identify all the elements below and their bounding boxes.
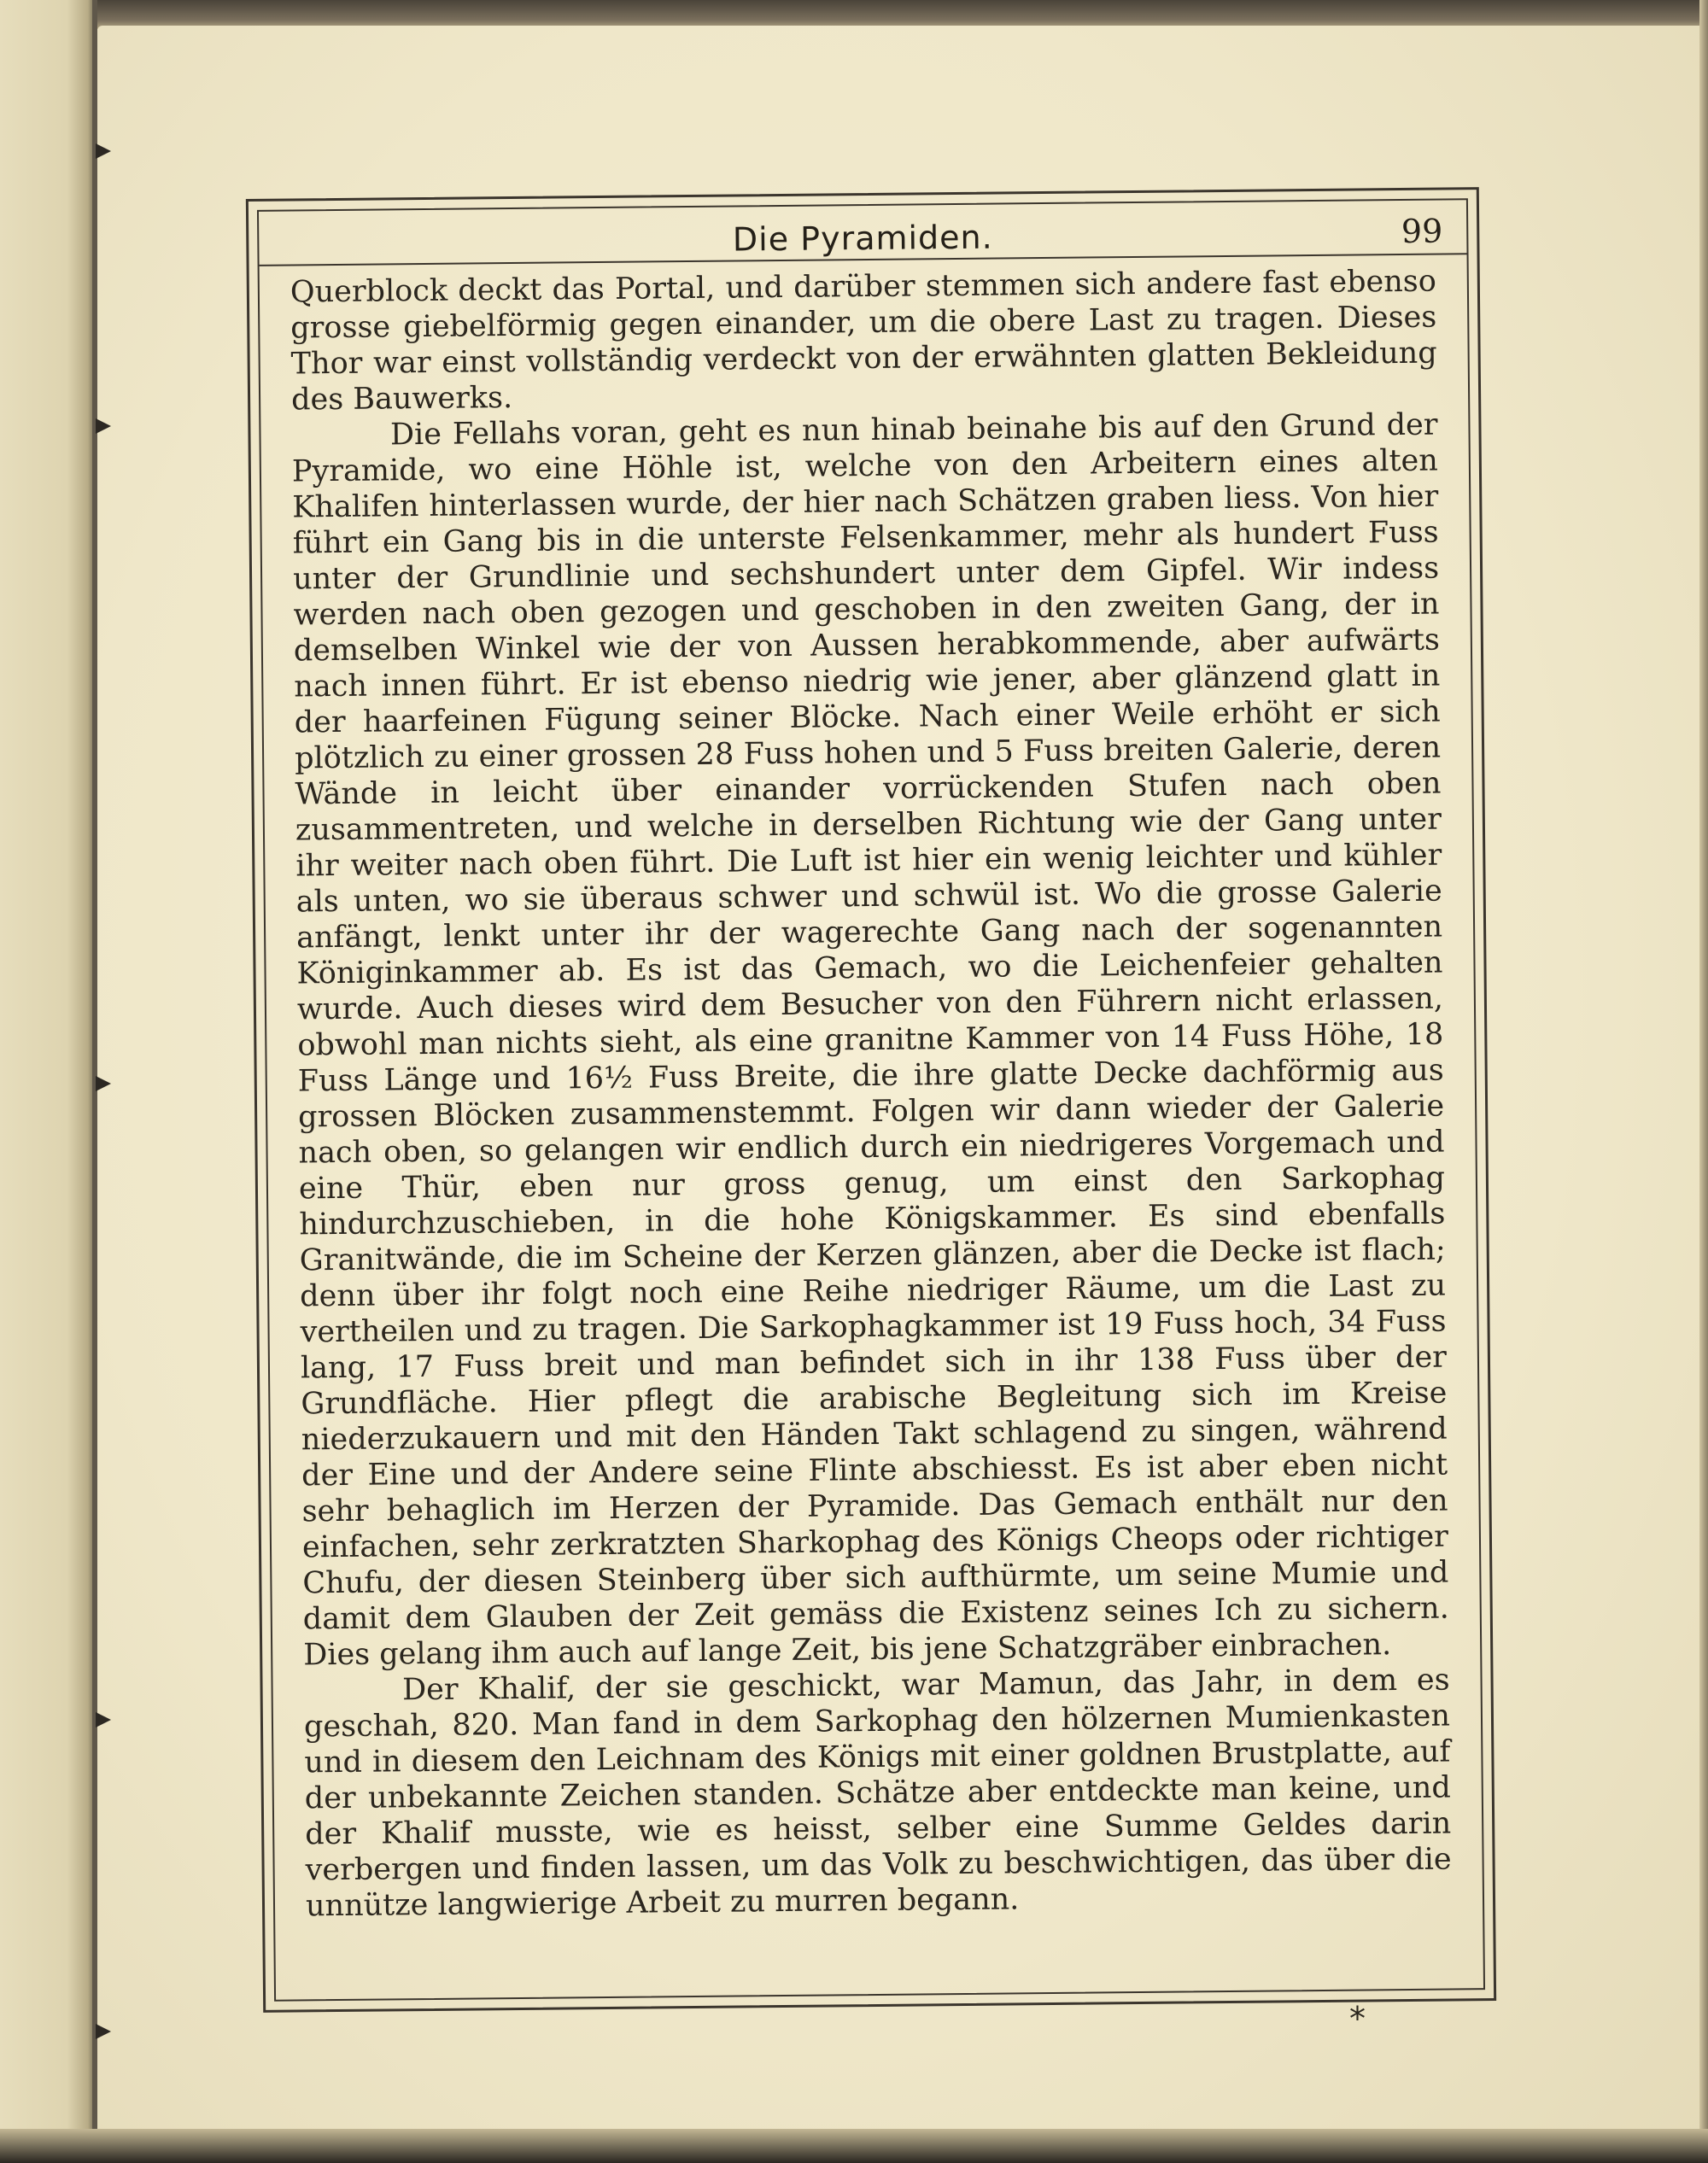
gutter-tab-mark [96, 1712, 111, 1727]
scan-bottom-edge [0, 2129, 1708, 2163]
text-frame-inner [257, 198, 1485, 2002]
text-frame [246, 187, 1496, 2013]
gutter-tab-mark [96, 418, 111, 434]
facing-page-edge [0, 0, 96, 2163]
page-fore-edge [1699, 0, 1708, 2163]
signature-mark: * [1349, 2000, 1366, 2037]
gutter-tab-mark [96, 1076, 111, 1091]
page-number: 99 [1401, 212, 1443, 250]
gutter-tab-mark [96, 2024, 111, 2039]
gutter-tab-mark [96, 143, 111, 159]
scan-top-edge [0, 0, 1708, 29]
paragraph: Der Khalif, der sie geschickt, war Mamun, das Jahr, in dem es geschah, 820. Man fand in dem Sarkophag den hölzernen Mumienkasten und in diesem den Leichnam des Königs mit einer goldnen Brustplatte, auf der unbekannte Zeichen standen. Schätze aber entdeckte man keine, und der Khalif musste, wie es heisst, selber eine Summe Geldes darin verbergen und finden lassen, um das Volk zu beschwichtigen, das über die unnütze langwierige Arbeit zu murren begann. [303, 1663, 1452, 1924]
page-header [259, 200, 1467, 266]
body-text [290, 264, 1452, 1925]
paragraph: Die Fellahs voran, geht es nun hinab beinahe bis auf den Grund der Pyramide, wo eine Höhle ist, welche von den Arbeitern eines alten Khalifen hinterlassen wurde, der hier nach Schätzen graben liess. Von hier führt ein Gang bis in die unterste Felsenkammer, mehr als hundert Fuss unter der Grundlinie und sechshundert unter dem Gipfel. Wir indess werden nach oben gezogen und geschoben in den zweiten Gang, der in demselben Winkel wie der von Aussen herabkommende, aber aufwärts nach innen führt. Er ist ebenso niedrig wie jener, aber glänzend glatt in der haarfeinen Fügung seiner Blöcke. Nach einer Weile erhöht er sich plötzlich zu einer grossen 28 Fuss hohen und 5 Fuss breiten Galerie, deren Wände in leicht über einander vorrückenden Stufen nach oben zusammentreten, und welche in derselben Richtung wie der Gang unter ihr weiter nach oben führt. Die Luft ist hier ein wenig leichter und kühler als unten, wo sie überaus schwer und schwül ist. Wo die grosse Galerie anfängt, lenkt unter ihr der wagerechte Gang nach der sogenannten Königinkammer ab. Es ist das Gemach, wo die Leichenfeier gehalten wurde. Auch dieses wird dem Besucher von den Führern nicht erlassen, obwohl man nichts sieht, als eine granitne Kammer von 14 Fuss Höhe, 18 Fuss Länge und 16½ Fuss Breite, die ihre glatte Decke dachförmig aus grossen Blöcken zusammenstemmt. Folgen wir dann wieder der Galerie nach oben, so gelangen wir endlich durch ein niedrigeres Vorgemach und eine Thür, eben nur gross genug, um einst den Sarkophag hindurchzuschieben, in die hohe Königskammer. Es sind ebenfalls Granitwände, die im Scheine der Kerzen glänzen, aber die Decke ist flach; denn über ihr folgt noch eine Reihe niedriger Räume, um die Last zu vertheilen und zu tragen. Die Sarkophagkammer ist 19 Fuss hoch, 34 Fuss lang, 17 Fuss breit und man befindet sich in ihr 138 Fuss über der Grundfläche. Hier pflegt die arabische Begleitung sich im Kreise niederzukauern und mit den Händen Takt schlagend zu singen, während der Eine und der Andere seine Flinte abschiesst. Es ist aber eben nicht sehr behaglich im Herzen der Pyramide. Das Gemach enthält nur den einfachen, sehr zerkratzten Sharkophag des Königs Cheops oder richtiger Chufu, der diesen Steinberg über sich aufthürmte, um seine Mumie und damit dem Glauben der Zeit gemäss die Existenz seines Ich zu sichern. Dies gelang ihm auch auf lange Zeit, bis jene Schatzgräber einbrachen. [291, 407, 1449, 1673]
running-head: Die Pyramiden. [732, 218, 993, 259]
paragraph: Querblock deckt das Portal, und darüber stemmen sich andere fast ebenso grosse giebelförmig gegen einander, um die obere Last zu tragen. Dieses Thor war einst vollständig verdeckt von der erwähnten glatten Bekleidung des Bauwerks. [290, 264, 1437, 418]
